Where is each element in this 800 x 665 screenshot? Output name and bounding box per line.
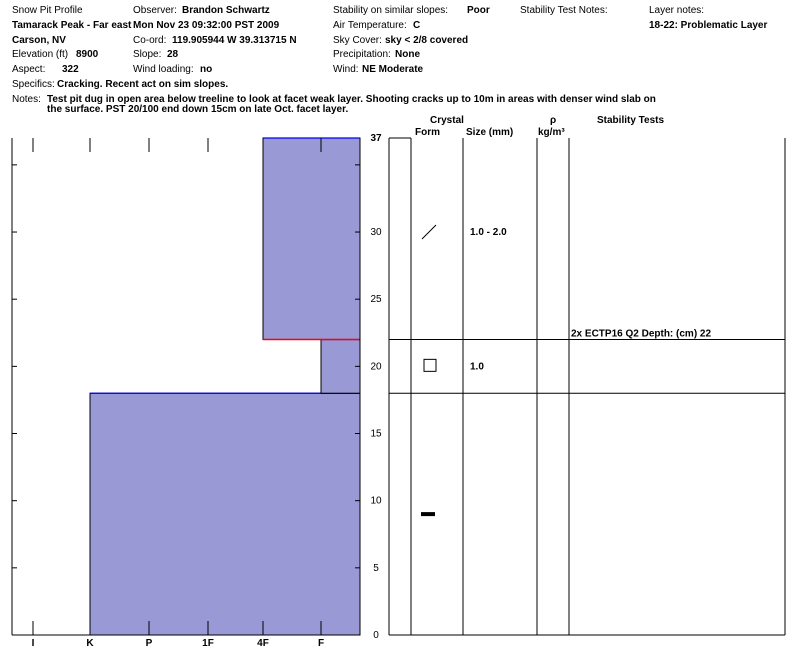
depth-label-10: 10 <box>370 495 382 507</box>
stability-label: Stability on similar slopes: <box>333 5 449 16</box>
depth-label-5: 5 <box>373 562 379 574</box>
hardness-label-K: K <box>86 638 94 649</box>
layer-bar-2 <box>321 339 360 393</box>
form-header: Form <box>415 127 440 138</box>
observer-value: Brandon Schwartz <box>182 5 270 16</box>
slope-label: Slope: <box>133 49 162 60</box>
hardness-label-I: I <box>31 638 35 649</box>
slope-value: 28 <box>167 49 179 60</box>
precip-label: Precipitation: <box>333 49 391 60</box>
aspect-value: 322 <box>62 64 79 75</box>
size-header: Size (mm) <box>466 127 514 138</box>
wind-label: Wind: <box>333 64 359 75</box>
precip-value: None <box>395 49 420 60</box>
hardness-label-P: P <box>145 638 153 649</box>
air-temp-label: Air Temperature: <box>333 20 407 31</box>
stability-tests-header: Stability Tests <box>597 115 665 126</box>
layer-notes-label: Layer notes: <box>649 5 705 16</box>
hardness-label-4F: 4F <box>257 638 269 649</box>
rho-header: ρ <box>550 115 557 126</box>
stability-notes-label: Stability Test Notes: <box>520 5 608 16</box>
specifics-value: Cracking. Recent act on sim slopes. <box>57 79 229 90</box>
crystal-form-symbol-2 <box>424 359 436 371</box>
coord-label: Co-ord: <box>133 35 167 46</box>
depth-label-25: 25 <box>370 294 382 306</box>
crystal-size-1: 1.0 - 2.0 <box>470 227 507 239</box>
depth-label-20: 20 <box>370 361 382 373</box>
notes-label: Notes: <box>12 94 41 105</box>
crystal-form-symbol-1 <box>422 225 436 239</box>
depth-label-15: 15 <box>370 428 382 440</box>
coord-value: 119.905944 W 39.313715 N <box>172 35 297 46</box>
depth-label-30: 30 <box>370 227 382 239</box>
layer-notes-value: 18-22: Problematic Layer <box>649 20 768 31</box>
wind-loading-value: no <box>200 64 213 75</box>
stability-value: Poor <box>467 5 490 16</box>
depth-label-37: 37 <box>370 133 382 144</box>
aspect-label: Aspect: <box>12 64 46 75</box>
hardness-label-1F: 1F <box>202 638 214 649</box>
elevation-value: 8900 <box>76 49 99 60</box>
wind-loading-label: Wind loading: <box>133 64 194 75</box>
wind-value: NE Moderate <box>362 64 424 75</box>
location: Tamarack Peak - Far east <box>12 20 132 31</box>
layer-bar-1 <box>90 393 360 635</box>
sky-label: Sky Cover: <box>333 35 382 46</box>
specifics-label: Specifics: <box>12 79 55 90</box>
crystal-form-symbol-3 <box>421 512 435 516</box>
region: Carson, NV <box>12 35 66 46</box>
layer-bar-3 <box>263 138 360 339</box>
notes-line-2: the surface. PST 20/100 end down 15cm on late Oct. facet layer. <box>47 104 349 115</box>
air-temp-value: C <box>413 20 421 31</box>
elevation-label: Elevation (ft) <box>12 49 69 60</box>
crystal-header: Crystal <box>430 115 464 126</box>
notes-line-1: Test pit dug in open area below treeline to look at facet weak layer. Shooting cracks up to 10m in areas with denser wind slab on <box>47 94 656 105</box>
hardness-label-F: F <box>317 638 325 649</box>
crystal-size-2: 1.0 <box>470 361 484 373</box>
depth-label-0: 0 <box>373 630 379 641</box>
date-time: Mon Nov 23 09:32:00 PST 2009 <box>133 20 280 31</box>
sky-value: sky < 2/8 covered <box>385 35 469 46</box>
stability-test-result: 2x ECTP16 Q2 Depth: (cm) 22 <box>571 328 712 340</box>
profile-title: Snow Pit Profile <box>12 5 83 16</box>
observer-label: Observer: <box>133 5 177 16</box>
density-unit-header: kg/m³ <box>538 127 565 138</box>
